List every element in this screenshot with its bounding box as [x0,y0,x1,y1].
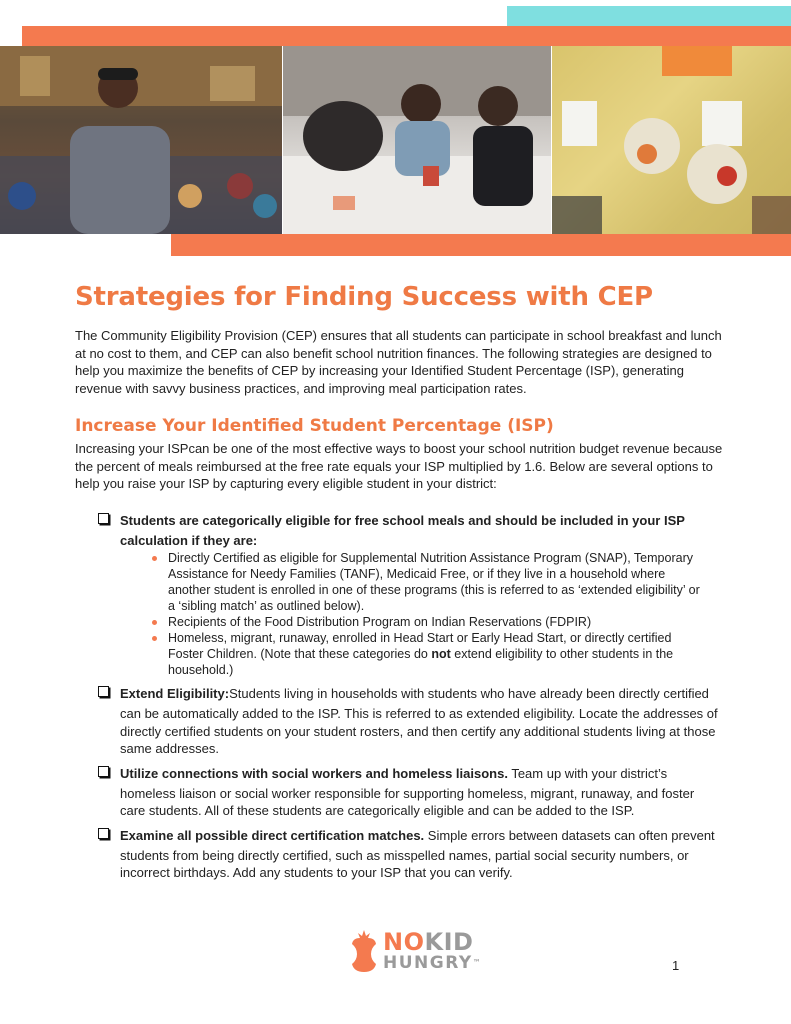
checklist-item-lead: Simple errors between datasets can often prevent [424,827,715,843]
checklist-item-first-line [120,825,723,847]
checklist-item-first-line [120,683,723,705]
checklist-item-body: can be automatically added to the ISP. This is referred to as extended eligibility. Locate the addresses of directly certified students on your student rosters, and then certify any additional students living at those same addresses. [120,706,718,756]
bullet-text-before: Homeless, migrant, runaway, enrolled in Head Start or Early Head Start, or directly certified Foster Children. (Note that these categories do [168,631,672,661]
bullet-dot-icon [152,636,157,641]
orange-accent-bar-top [22,26,791,46]
checklist-item-heading: Utilize connections with social workers and homeless liaisons. [120,765,508,781]
checklist-item-heading: Examine all possible direct certification matches. [120,827,425,843]
eligibility-bullets [150,550,710,678]
bullet-text: Directly Certified as eligible for Supplemental Nutrition Assistance Program (SNAP), Temporary Assistance for Needy Families (TANF), Medicaid Free, or if they live in a household where another student is enrolled in one of these programs (this is referred to as ‘extended eligibility’ or a ‘sibling match’ as outlined below). [168,551,700,613]
logo-no: NO [383,928,425,956]
checkbox-icon [98,686,109,697]
logo-trademark: ™ [472,958,483,967]
orange-accent-bar-bottom [171,234,791,256]
bullet-item [150,630,710,678]
section-heading-isp: Increase Your Identified Student Percentage (ISP) [75,416,554,436]
checklist-item-lead: Students living in households with students who have already been directly certified [229,686,709,701]
checklist-item-heading-cont: calculation if they are: [120,533,258,548]
checklist-item-categorical-eligibility [98,510,723,678]
checklist-item-lead: Team up with your district’s [507,765,668,781]
bullet-dot-icon [152,556,157,561]
checklist-item-body: students from being directly certified, such as misspelled names, partial social security numbers, or incorrect birthdays. Add any students to your ISP that you can verify. [120,847,689,880]
page-number: 1 [672,958,680,973]
bullet-item [150,550,710,614]
logo-wordmark-top [383,930,473,954]
apple-core-icon [349,928,379,974]
checkbox-icon [98,766,109,777]
checklist-item-first-line [120,763,723,785]
photo-students-lunch [283,46,551,234]
page-title: Strategies for Finding Success with CEP [75,282,653,312]
checklist-item-heading: Students are categorically eligible for free school meals and should be included in your ISP [120,513,685,528]
checklist-item-extend-eligibility [98,683,723,758]
logo-hungry: HUNGRY [383,953,473,973]
teal-accent-bar [507,6,791,26]
checklist-item-direct-certification [98,825,723,882]
checkbox-icon [98,828,109,839]
bullet-item [150,614,710,630]
checklist-item-heading: Extend Eligibility: [120,686,230,701]
checklist-item-social-workers [98,763,723,820]
bullet-text-emphasis: not [431,647,451,661]
bullet-dot-icon [152,620,157,625]
checklist-item-body: homeless liaison or social worker responsible for supporting homeless, migrant, runaway, and foster care students. All of these students are categorically eligible and can be added to the ISP. [120,785,695,818]
header-photo-strip [0,46,791,234]
bullet-text: Recipients of the Food Distribution Program on Indian Reservations (FDPIR) [168,615,592,629]
bullet-text-after: extend eligibility to other students in the household.) [168,647,674,677]
isp-paragraph: Increasing your ISPcan be one of the most effective ways to boost your school nutrition budget revenue because the percent of meals reimbursed at the free rate equals your ISP multiplied by 1.6. Below are several options to help you raise your ISP by capturing every eligible student in your district: [75,441,723,491]
strategy-checklist [98,510,723,882]
logo-kid: KID [424,928,474,956]
no-kid-hungry-logo [349,928,489,976]
photo-lunch-trays [552,46,791,234]
checkbox-icon [98,513,109,524]
logo-wordmark-bottom [383,954,482,972]
photo-cafeteria-staff [0,46,282,234]
intro-paragraph: The Community Eligibility Provision (CEP) ensures that all students can participate in school breakfast and lunch at no cost to them, and CEP can also benefit school nutrition finances. The following strategies are designed to help you maximize the benefits of CEP by increasing your Identified Student Percentage (ISP), generating revenue with savvy business practices, and improving meal participation rates. [75,328,722,396]
